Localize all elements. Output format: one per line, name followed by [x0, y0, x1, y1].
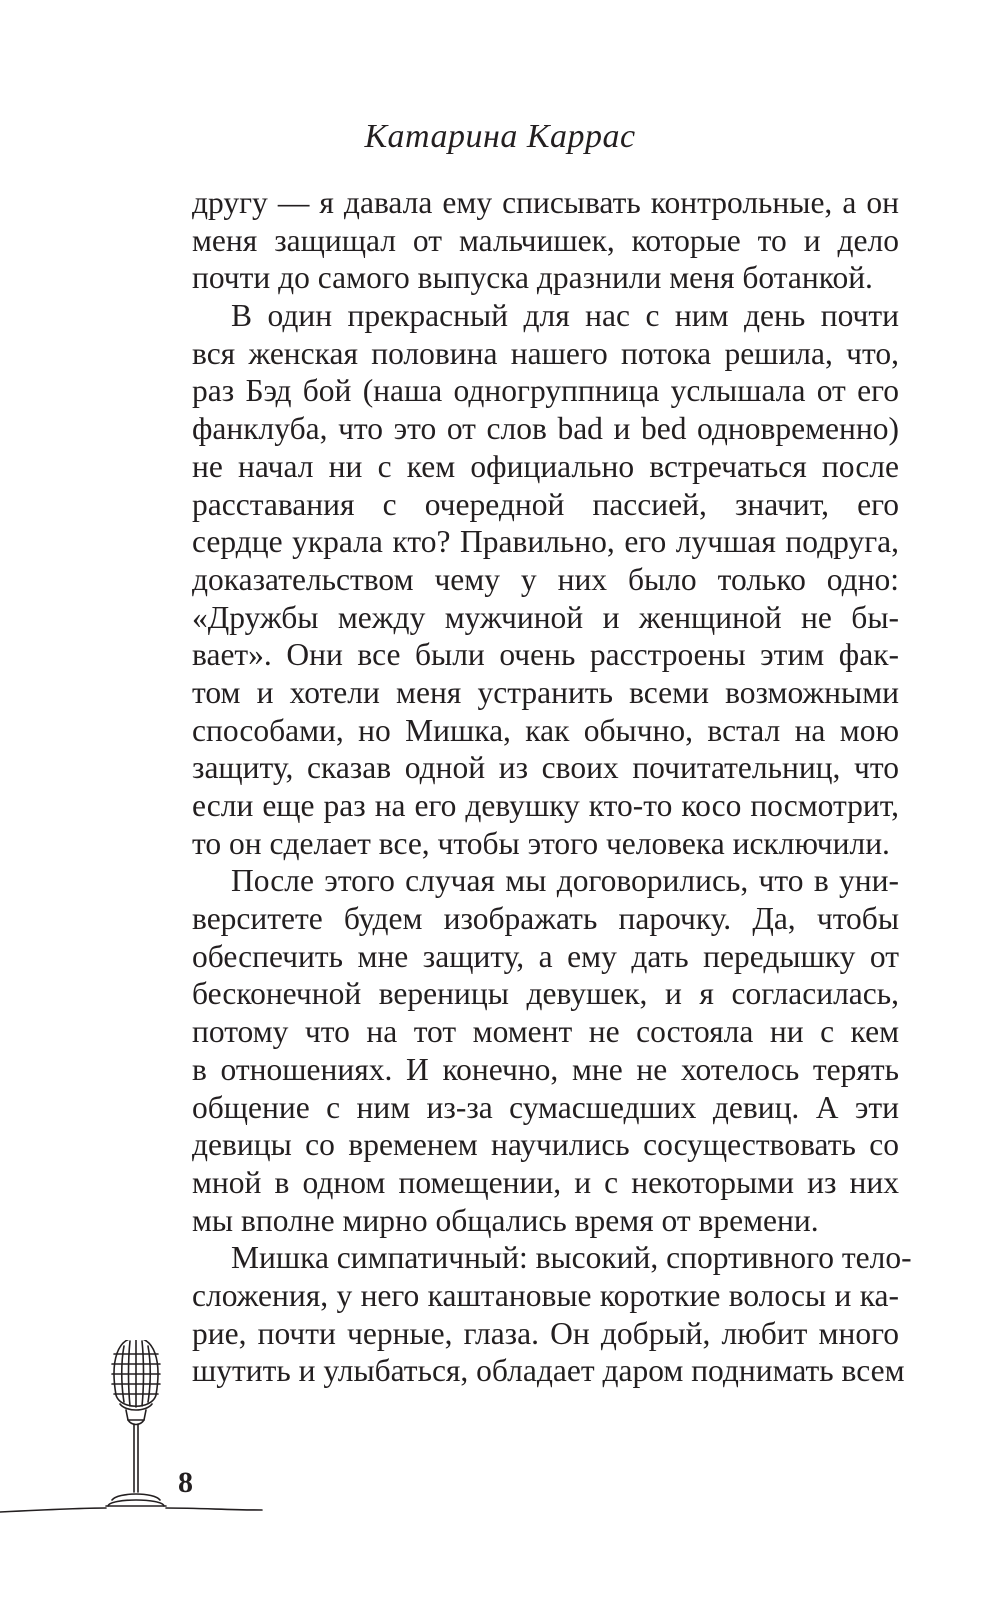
- text-line: фанклуба, что это от слов bad и bed одновременно): [192, 411, 899, 447]
- text-line: сложения, у него каштановые короткие волосы и ка-: [192, 1277, 899, 1313]
- text-line: вает». Они все были очень расстроены этим фак-: [192, 637, 899, 673]
- text-line: рие, почти черные, глаза. Он добрый, любит много: [192, 1315, 899, 1351]
- text-line: В один прекрасный для нас с ним день почти: [231, 298, 899, 334]
- text-line: мы вполне мирно общались время от времени.: [192, 1202, 819, 1238]
- text-line: После этого случая мы договорились, что в уни-: [231, 863, 899, 899]
- text-line: другу — я давала ему списывать контрольные, а он: [192, 185, 899, 220]
- text-line: шутить и улыбаться, обладает даром поднимать всем: [192, 1353, 905, 1389]
- text-line: почти до самого выпуска дразнили меня ботанкой.: [192, 260, 873, 296]
- text-line: общение с ним из-за сумасшедших девиц. А эти: [192, 1089, 899, 1125]
- text-line: обеспечить мне защиту, а ему дать передышку от: [192, 938, 899, 974]
- text-line: потому что на тот момент не состояла ни с кем: [192, 1014, 899, 1050]
- text-line: то он сделает все, чтобы этого человека исключили.: [192, 825, 890, 861]
- text-line: в отношениях. И конечно, мне не хотелось терять: [192, 1051, 899, 1087]
- text-line: если еще раз на его девушку кто-то косо посмотрит,: [192, 788, 899, 823]
- text-line: Мишка симпатичный: высокий, спортивного тело-: [231, 1240, 912, 1276]
- text-line: бесконечной вереницы девушек, и я согласилась,: [192, 976, 899, 1012]
- text-line: верситете будем изображать парочку. Да, чтобы: [192, 901, 899, 937]
- text-line: девицы со временем научились сосуществовать со: [192, 1127, 899, 1163]
- text-line: не начал ни с кем официально встречаться после: [192, 448, 899, 484]
- text-line: том и хотели меня устранить всеми возможными: [192, 674, 899, 710]
- text-line: меня защищал от мальчишек, которые то и дело: [192, 222, 899, 258]
- text-line: способами, но Мишка, как обычно, встал на мою: [192, 712, 899, 748]
- microphone-icon: [0, 1340, 270, 1530]
- text-line: «Дружбы между мужчиной и женщиной не бы-: [192, 599, 899, 635]
- body-text: [192, 184, 912, 1390]
- text-line: мной в одном помещении, и с некоторыми из них: [192, 1164, 899, 1200]
- page-number: 8: [178, 1466, 193, 1499]
- text-line: защиту, сказав одной из своих почитательниц, что: [192, 750, 899, 786]
- text-line: сердце украла кто? Правильно, его лучшая подруга,: [192, 524, 899, 560]
- text-line: вся женская половина нашего потока решила, что,: [192, 335, 899, 371]
- running-head-author: Катарина Каррас: [364, 118, 636, 155]
- text-line: доказательством чему у них было только одно:: [192, 561, 899, 597]
- text-line: расставания с очередной пассией, значит, его: [192, 486, 899, 522]
- text-line: раз Бэд бой (наша одногруппница услышала от его: [192, 373, 899, 409]
